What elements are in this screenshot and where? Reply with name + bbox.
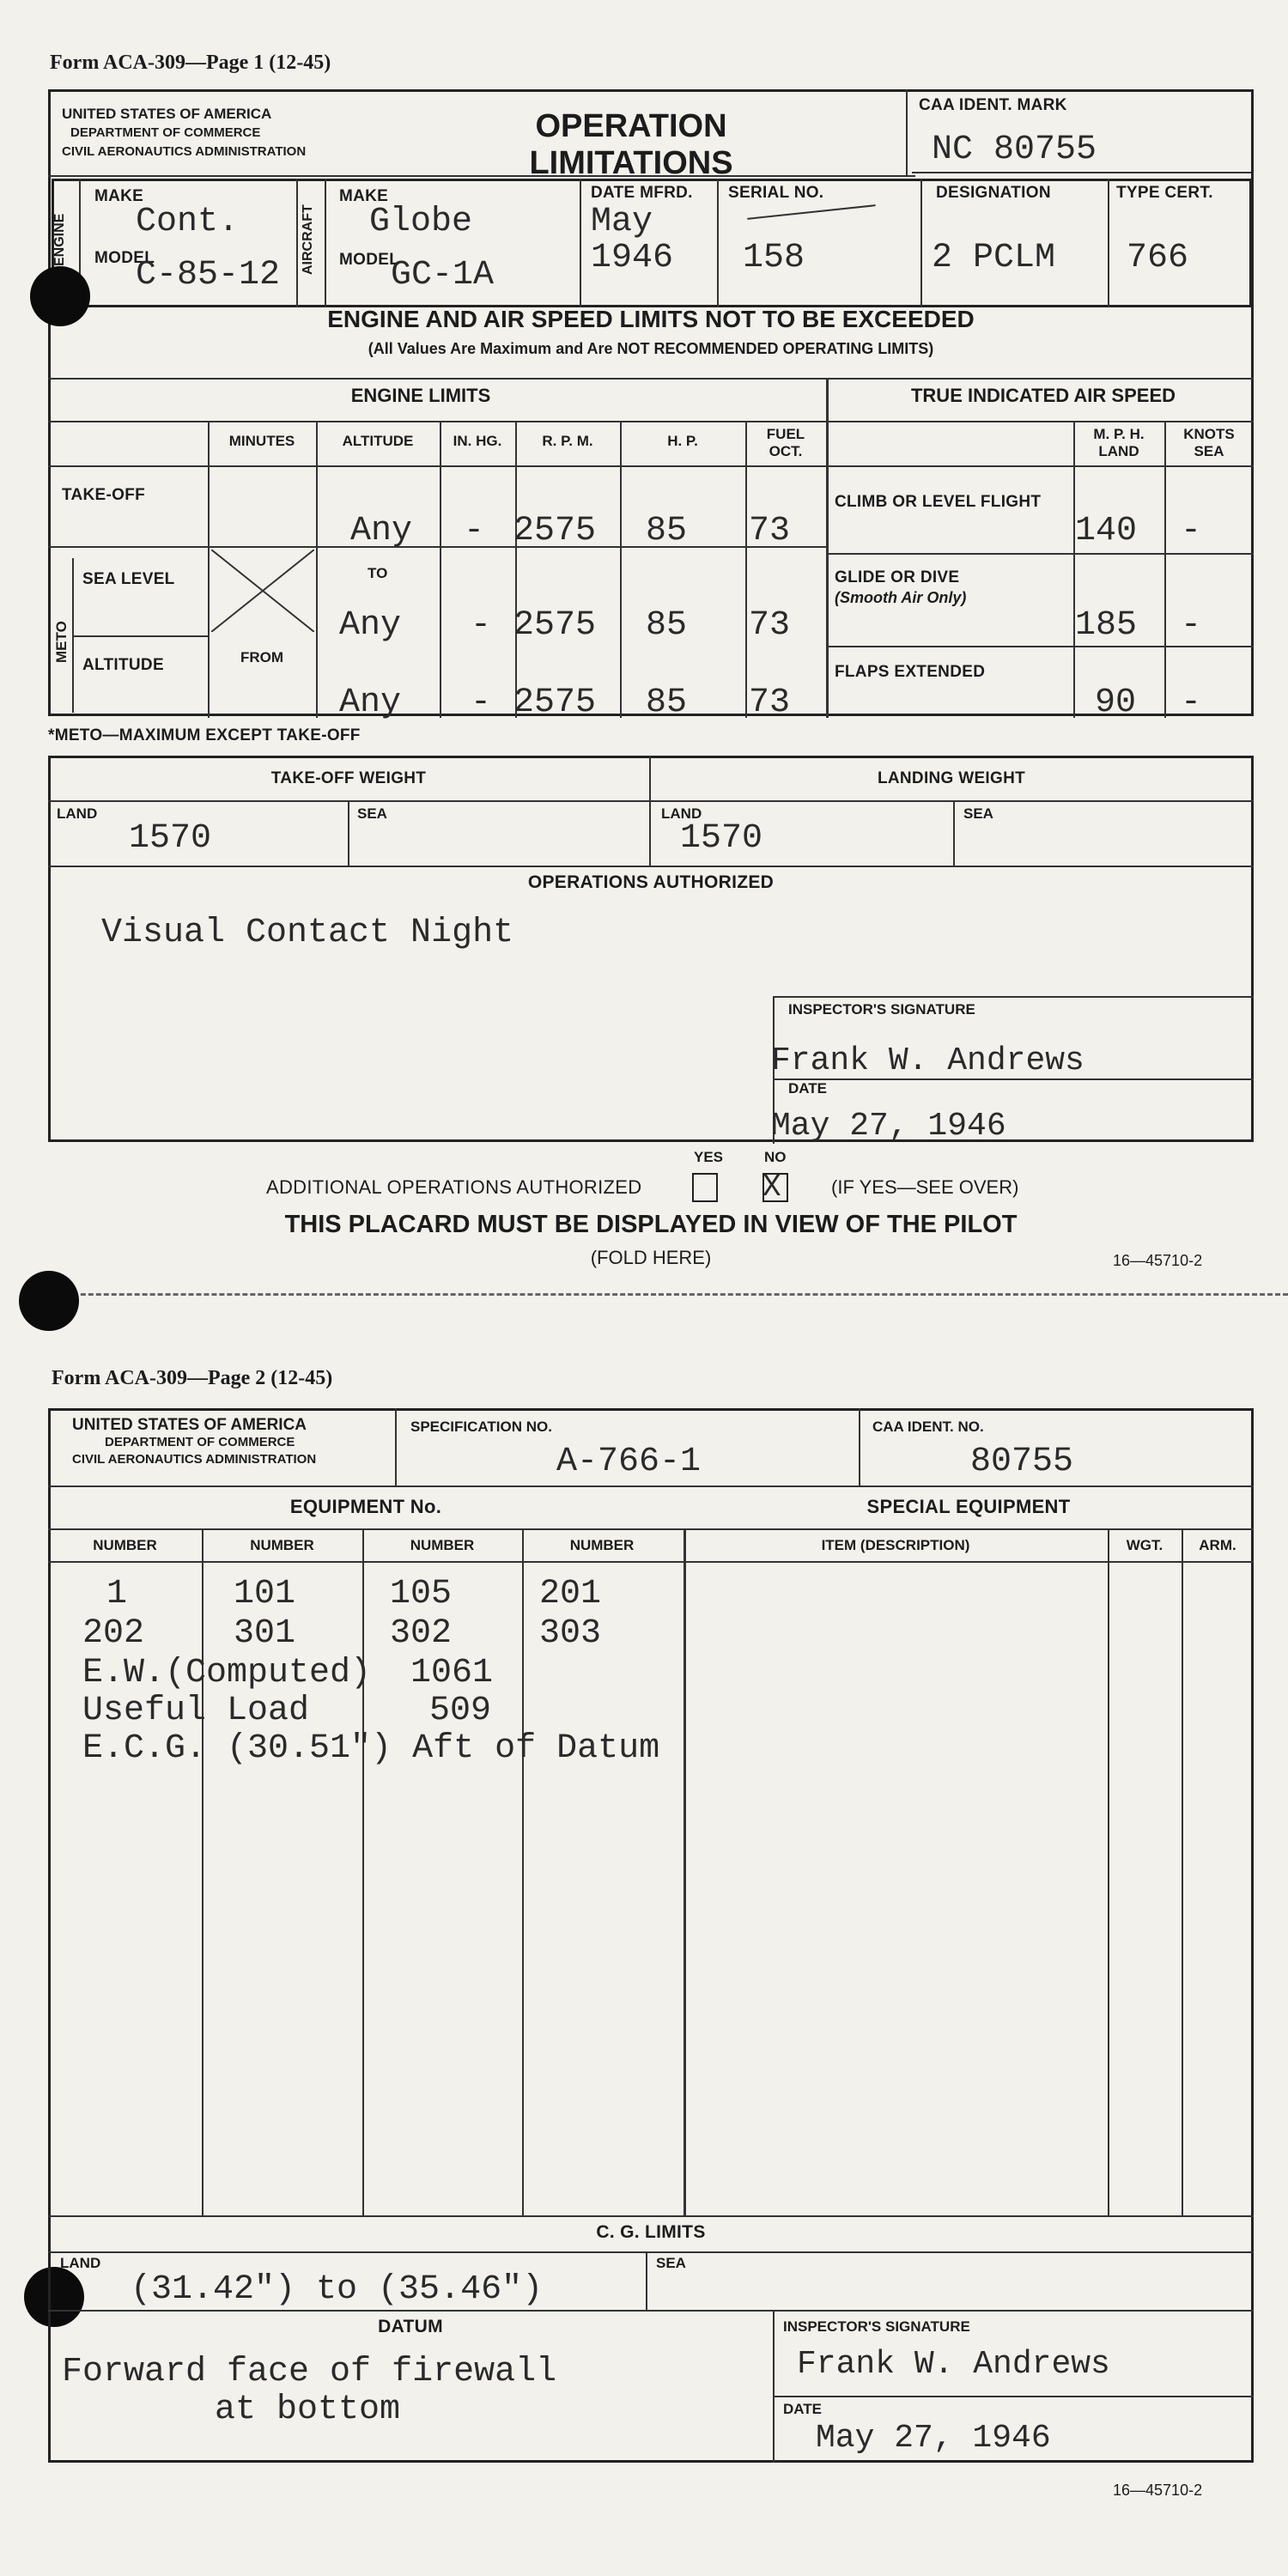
agency-line1: UNITED STATES OF AMERICA (72, 1416, 307, 1434)
aircraft-make-label: MAKE (339, 187, 389, 205)
col-hp: H. P. (667, 433, 698, 449)
col-rpm: R. P. M. (542, 433, 593, 449)
col-knots-2: SEA (1194, 443, 1224, 459)
col-fuel-2: OCT. (769, 443, 803, 459)
from-label: FROM (240, 649, 284, 665)
aircraft-side-label: AIRCRAFT (301, 204, 315, 275)
landing-weight-label: LANDING WEIGHT (877, 769, 1026, 787)
no-label: NO (764, 1149, 787, 1165)
ecg-line: E.C.G. (30.51") Aft of Datum (82, 1729, 660, 1768)
agency-line2: DEPARTMENT OF COMMERCE (70, 125, 261, 140)
no-check-mark: X (762, 1170, 781, 1205)
number-col-3: NUMBER (410, 1537, 475, 1553)
limits-subtitle: (All Values Are Maximum and Are NOT RECOMMENDED OPERATING LIMITS) (368, 340, 934, 357)
engine-make-label: MAKE (94, 187, 144, 205)
punch-hole (30, 266, 90, 326)
speed-climb-knots: - (1181, 512, 1202, 550)
yes-label: YES (694, 1149, 724, 1165)
equip-r1c2: 101 (234, 1575, 296, 1613)
to-label: TO (368, 565, 388, 581)
agency-line1: UNITED STATES OF AMERICA (62, 106, 272, 122)
takeoff-altitude: Any (350, 512, 413, 550)
designation-label: DESIGNATION (936, 184, 1051, 202)
aircraft-model-label: MODEL (339, 251, 400, 269)
spec-value: A-766-1 (556, 1443, 702, 1481)
col-fuel (745, 426, 826, 460)
item-col: ITEM (DESCRIPTION) (821, 1537, 970, 1553)
caa-ident-label: CAA IDENT. MARK (919, 96, 1067, 114)
col-altitude: ALTITUDE (342, 433, 414, 449)
wgt-col: WGT. (1126, 1537, 1163, 1553)
datum-line2: at bottom (215, 2391, 401, 2429)
altitude-rpm: 2575 (513, 683, 597, 722)
speed-flaps-knots: - (1181, 683, 1202, 722)
speed-glide-sub: (Smooth Air Only) (835, 589, 967, 606)
cg-sea-label: SEA (656, 2255, 686, 2271)
arm-col: ARM. (1199, 1537, 1236, 1553)
equipment-title: EQUIPMENT No. (289, 1496, 442, 1517)
col-minutes: MINUTES (228, 433, 295, 449)
datum-line1: Forward face of firewall (62, 2353, 557, 2391)
takeoff-rpm: 2575 (513, 512, 597, 550)
cg-land-label: LAND (60, 2255, 101, 2271)
type-cert-label: TYPE CERT. (1116, 184, 1213, 202)
number-col-4: NUMBER (569, 1537, 635, 1553)
speed-climb-mph: 140 (1075, 512, 1138, 550)
aircraft-make: Globe (369, 203, 473, 241)
equip-r1c4: 201 (539, 1575, 602, 1613)
yes-checkbox[interactable] (692, 1173, 718, 1202)
row-altitude: ALTITUDE (82, 656, 164, 674)
if-yes-note: (IF YES—SEE OVER) (831, 1176, 1019, 1198)
caa-value: 80755 (970, 1443, 1074, 1481)
equip-r2c1: 202 (82, 1614, 145, 1653)
col-knots-1: KNOTS (1183, 426, 1235, 442)
date-mfrd-month: May (591, 203, 653, 241)
cg-title: C. G. LIMITS (596, 2222, 706, 2242)
spec-label: SPECIFICATION NO. (410, 1419, 552, 1435)
date-label: DATE (788, 1080, 828, 1097)
sealevel-rpm: 2575 (513, 606, 597, 645)
row-takeoff: TAKE-OFF (62, 486, 146, 504)
aircraft-model: GC-1A (391, 256, 495, 295)
altitude-fuel: 73 (749, 683, 791, 722)
useful-label: Useful Load (82, 1692, 310, 1730)
caa-ident-value: NC 80755 (932, 131, 1097, 169)
page2-agency (72, 1417, 316, 1468)
serial-label: SERIAL NO. (728, 184, 824, 202)
speed-glide-knots: - (1181, 606, 1202, 645)
equip-r2c3: 302 (390, 1614, 453, 1653)
col-mph (1073, 426, 1164, 460)
page2-print-code: 16—45710-2 (1113, 2482, 1203, 2499)
date-mfrd-label: DATE MFRD. (591, 184, 693, 202)
takeoff-hp: 85 (646, 512, 688, 550)
speed-climb-label: CLIMB OR LEVEL FLIGHT (835, 493, 1042, 511)
col-knots (1164, 426, 1254, 460)
landing-sea-label: SEA (963, 805, 993, 822)
takeoff-inhg: - (464, 512, 485, 550)
equip-r1c1: 1 (106, 1575, 128, 1613)
takeoff-land-value: 1570 (129, 819, 212, 858)
serial-value: 158 (743, 239, 805, 277)
landing-land-label: LAND (661, 805, 702, 822)
sealevel-altitude: Any (339, 606, 402, 645)
page2-inspector-name: Frank W. Andrews (797, 2346, 1110, 2383)
altitude-altitude: Any (339, 683, 402, 722)
additional-ops-label: ADDITIONAL OPERATIONS AUTHORIZED (266, 1176, 642, 1198)
sealevel-inhg: - (471, 606, 492, 645)
page2-inspector-label: INSPECTOR'S SIGNATURE (783, 2318, 970, 2335)
takeoff-land-label: LAND (57, 805, 98, 822)
number-col-2: NUMBER (250, 1537, 314, 1553)
sealevel-fuel: 73 (749, 606, 791, 645)
takeoff-weight-label: TAKE-OFF WEIGHT (270, 769, 427, 787)
special-title: SPECIAL EQUIPMENT (866, 1496, 1071, 1517)
type-cert-value: 766 (1127, 239, 1189, 277)
agency-line3: CIVIL AERONAUTICS ADMINISTRATION (62, 144, 307, 159)
meto-side-label: METO (53, 621, 70, 663)
altitude-hp: 85 (646, 683, 688, 722)
airspeed-title: TRUE INDICATED AIR SPEED (910, 385, 1176, 406)
minutes-na-cross (211, 550, 314, 632)
takeoff-fuel: 73 (749, 512, 791, 550)
page2-date-value: May 27, 1946 (816, 2420, 1051, 2457)
col-fuel-1: FUEL (766, 426, 805, 442)
agency-line2: DEPARTMENT OF COMMERCE (105, 1435, 295, 1449)
equip-r1c3: 105 (390, 1575, 453, 1613)
date-value: May 27, 1946 (771, 1108, 1006, 1145)
row-sea-level: SEA LEVEL (82, 570, 175, 588)
equip-r2c2: 301 (234, 1614, 296, 1653)
ew-label: E.W.(Computed) (82, 1654, 372, 1692)
ops-title: OPERATIONS AUTHORIZED (527, 872, 775, 892)
page2-form-id: Form ACA-309—Page 2 (12-45) (52, 1367, 333, 1389)
fold-line (34, 1293, 1288, 1296)
page1-agency (62, 105, 306, 161)
takeoff-sea-label: SEA (357, 805, 387, 822)
fold-here: (FOLD HERE) (590, 1247, 712, 1268)
ops-value: Visual Contact Night (101, 914, 514, 952)
page2-date-label: DATE (783, 2401, 823, 2417)
altitude-inhg: - (471, 683, 492, 722)
speed-glide-label: GLIDE OR DIVE (835, 568, 960, 586)
punch-hole (19, 1271, 79, 1331)
datum-title: DATUM (378, 2317, 443, 2336)
engine-side-label: ENGINE (52, 213, 67, 266)
landing-land-value: 1570 (680, 819, 763, 858)
equip-r2c4: 303 (539, 1614, 602, 1653)
agency-line3: CIVIL AERONAUTICS ADMINISTRATION (72, 1452, 317, 1467)
engine-model-label: MODEL (94, 249, 155, 267)
designation-value: 2 PCLM (932, 239, 1056, 277)
inspector-name: Frank W. Andrews (771, 1042, 1084, 1079)
speed-glide-mph: 185 (1075, 606, 1138, 645)
useful-value: 509 (429, 1692, 492, 1730)
sealevel-hp: 85 (646, 606, 688, 645)
col-mph-2: LAND (1098, 443, 1139, 459)
engine-limits-title: ENGINE LIMITS (350, 385, 491, 406)
page1-form-id: Form ACA-309—Page 1 (12-45) (50, 52, 331, 74)
page1-print-code: 16—45710-2 (1113, 1252, 1203, 1269)
ew-value: 1061 (410, 1654, 494, 1692)
cg-value: (31.42") to (35.46") (131, 2270, 544, 2309)
placard-note: THIS PLACARD MUST BE DISPLAYED IN VIEW OF THE PILOT (284, 1211, 1018, 1238)
page1-title: OPERATION LIMITATIONS (529, 108, 733, 181)
col-mph-1: M. P. H. (1093, 426, 1145, 442)
inspector-label: INSPECTOR'S SIGNATURE (788, 1001, 975, 1018)
col-inhg: IN. HG. (453, 433, 502, 449)
meto-note: *METO—MAXIMUM EXCEPT TAKE-OFF (48, 726, 361, 744)
speed-flaps-label: FLAPS EXTENDED (835, 663, 986, 681)
number-col-1: NUMBER (93, 1537, 157, 1553)
speed-flaps-mph: 90 (1095, 683, 1137, 722)
engine-model: C-85-12 (136, 256, 281, 295)
date-mfrd-year: 1946 (591, 239, 674, 277)
engine-make: Cont. (136, 203, 240, 241)
limits-title: ENGINE AND AIR SPEED LIMITS NOT TO BE EXCEEDED (327, 306, 975, 332)
caa-label: CAA IDENT. NO. (872, 1419, 984, 1435)
